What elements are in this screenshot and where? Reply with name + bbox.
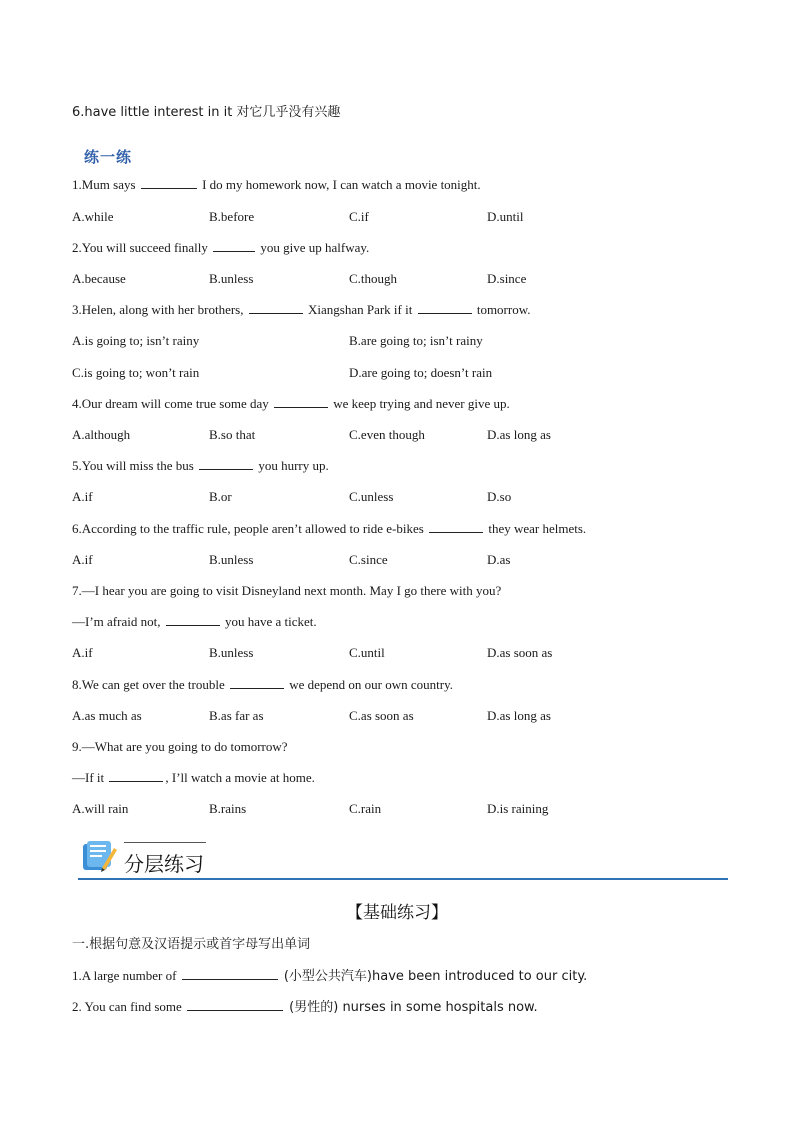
question-text: (男性的) nurses in some hospitals now. (285, 1000, 538, 1015)
option-d[interactable]: D.is raining (487, 801, 549, 816)
option-a[interactable]: A.will rain (72, 801, 129, 816)
question-7: 7.—I hear you are going to visit Disneyland next month. May I go there with you? (72, 583, 502, 598)
question-text: 1.Mum says (72, 177, 139, 192)
part-one-heading: 一.根据句意及汉语提示或首字母写出单词 (72, 937, 311, 952)
option-a[interactable]: A.as much as (72, 708, 142, 723)
question-3 (72, 302, 531, 318)
section-header (78, 838, 728, 882)
option-d[interactable]: D.are going to; doesn’t rain (349, 365, 493, 380)
question-text: we depend on our own country. (285, 677, 454, 692)
question-text: we keep trying and never give up. (330, 396, 510, 411)
answer-blank[interactable] (182, 968, 278, 980)
answer-blank[interactable] (429, 521, 483, 533)
option-a[interactable]: A.while (72, 209, 114, 224)
answer-blank[interactable] (166, 614, 220, 626)
option-d[interactable]: D.so (487, 489, 512, 504)
option-c[interactable]: C.is going to; won’t rain (72, 365, 200, 380)
fill-item-2 (72, 999, 538, 1016)
answer-blank[interactable] (199, 458, 253, 470)
question-text: you give up halfway. (257, 240, 370, 255)
option-a[interactable]: A.if (72, 489, 93, 504)
question-text: you have a ticket. (221, 614, 317, 629)
question-9: 9.—What are you going to do tomorrow? (72, 739, 288, 754)
level-title: 【基础练习】 (346, 903, 448, 923)
option-a[interactable]: A.because (72, 271, 126, 286)
option-b[interactable]: B.or (209, 489, 232, 504)
answer-blank[interactable] (249, 302, 303, 314)
answer-blank[interactable] (141, 177, 197, 189)
option-d[interactable]: D.as long as (487, 708, 551, 723)
section-title: 分层练习 (124, 852, 204, 876)
question-8 (72, 677, 453, 693)
option-c[interactable]: C.until (349, 645, 385, 660)
option-b[interactable]: B.so that (209, 427, 256, 442)
answer-blank[interactable] (187, 999, 283, 1011)
question-text: , I’ll watch a movie at home. (165, 770, 315, 785)
option-d[interactable]: D.until (487, 209, 524, 224)
question-2 (72, 240, 369, 256)
option-c[interactable]: C.as soon as (349, 708, 414, 723)
option-b[interactable]: B.rains (209, 801, 247, 816)
question-text: you hurry up. (255, 458, 329, 473)
question-4 (72, 396, 510, 412)
question-text: 2. You can find some (72, 999, 186, 1014)
option-b[interactable]: B.are going to; isn’t rainy (349, 333, 483, 348)
question-text: 4.Our dream will come true some day (72, 396, 272, 411)
question-9-reply (72, 770, 315, 786)
fill-item-1 (72, 968, 587, 985)
option-c[interactable]: C.even though (349, 427, 425, 442)
option-c[interactable]: C.if (349, 209, 369, 224)
option-b[interactable]: B.unless (209, 271, 254, 286)
option-b[interactable]: B.unless (209, 645, 254, 660)
question-text: I do my homework now, I can watch a movie tonight. (198, 177, 481, 192)
option-c[interactable]: C.rain (349, 801, 382, 816)
question-text: 3.Helen, along with her brothers, (72, 302, 247, 317)
section-decor-line (124, 842, 206, 843)
option-c[interactable]: C.though (349, 271, 398, 286)
practice-heading: 练一练 (84, 148, 133, 166)
question-5 (72, 458, 329, 474)
answer-blank[interactable] (274, 396, 328, 408)
question-6 (72, 521, 586, 537)
question-text: they wear helmets. (485, 521, 587, 536)
answer-blank[interactable] (109, 770, 163, 782)
section-divider (78, 878, 728, 880)
option-b[interactable]: B.before (209, 209, 255, 224)
question-text: —If it (72, 770, 108, 785)
question-7-reply (72, 614, 317, 630)
question-text: Xiangshan Park if it (304, 302, 416, 317)
question-text: 2.You will succeed finally (72, 240, 212, 255)
option-d[interactable]: D.as soon as (487, 645, 553, 660)
option-c[interactable]: C.unless (349, 489, 394, 504)
answer-blank[interactable] (213, 240, 255, 252)
intro-line: 6.have little interest in it 对它几乎没有兴趣 (72, 105, 341, 120)
option-a[interactable]: A.if (72, 552, 93, 567)
question-text: tomorrow. (473, 302, 531, 317)
option-c[interactable]: C.since (349, 552, 388, 567)
answer-blank[interactable] (418, 302, 472, 314)
question-text: (小型公共汽车)have been introduced to our city. (279, 969, 588, 984)
option-d[interactable]: D.as (487, 552, 511, 567)
question-text: 8.We can get over the trouble (72, 677, 228, 692)
option-d[interactable]: D.since (487, 271, 527, 286)
question-1 (72, 177, 481, 193)
notebook-pencil-icon (80, 838, 118, 874)
question-text: 1.A large number of (72, 968, 180, 983)
option-d[interactable]: D.as long as (487, 427, 551, 442)
option-a[interactable]: A.if (72, 645, 93, 660)
option-a[interactable]: A.although (72, 427, 131, 442)
option-b[interactable]: B.as far as (209, 708, 264, 723)
answer-blank[interactable] (230, 677, 284, 689)
question-text: —I’m afraid not, (72, 614, 164, 629)
question-text: 6.According to the traffic rule, people aren’t allowed to ride e-bikes (72, 521, 428, 536)
option-b[interactable]: B.unless (209, 552, 254, 567)
question-text: 5.You will miss the bus (72, 458, 198, 473)
option-a[interactable]: A.is going to; isn’t rainy (72, 333, 200, 348)
